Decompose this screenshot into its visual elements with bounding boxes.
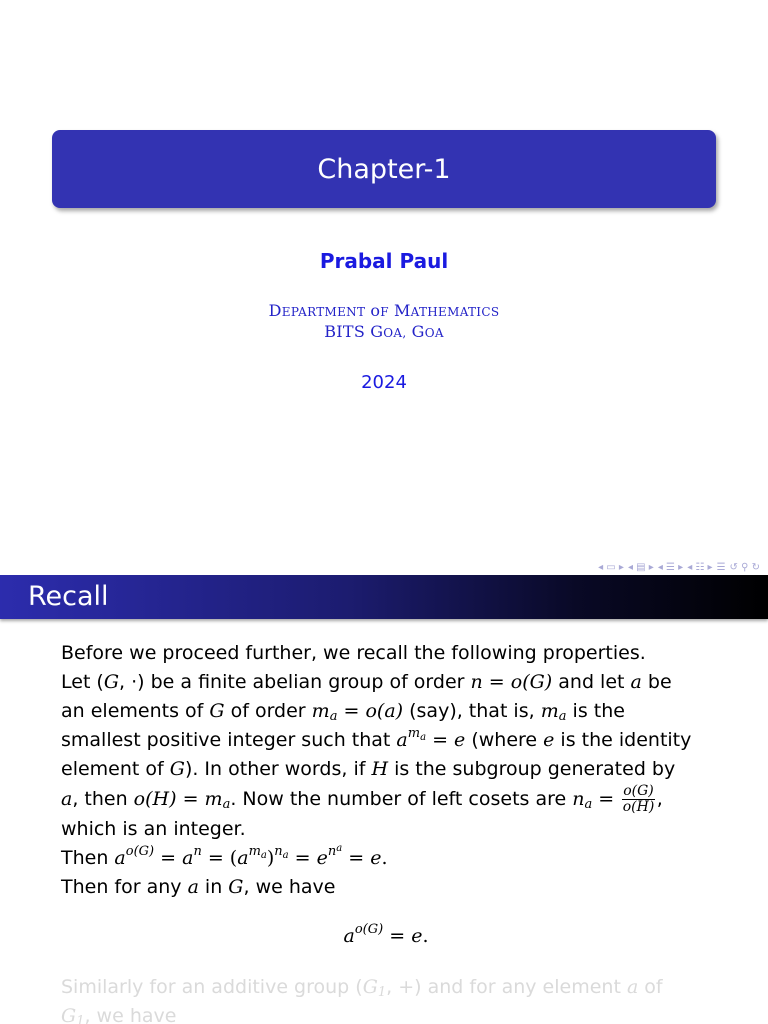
institute-department: DEPARTMENT oF MATHEMATICS xyxy=(268,301,500,320)
display-equation: $a^{o(G)} = e$. xyxy=(343,922,429,947)
nav-frame-icon[interactable]: ◂ ▤ ▸ xyxy=(627,561,654,573)
presentation-title: Chapter-1 xyxy=(317,153,451,185)
text-line: Then $a^{o(G)} = a^n = (a^{m_a})^{n_a} = e^{n^a} = e$. xyxy=(61,843,388,869)
recall-slide xyxy=(0,575,768,1024)
institute-name: BITS GOA, GOA xyxy=(324,322,444,341)
beamer-navigation-bar xyxy=(598,560,760,574)
presentation-date: 2024 xyxy=(361,372,407,393)
text-line: a, then $o(H) = m_a$. Now the number of left cosets are $n_a$ = $\frac{o(G)}{o(H)}$ , xyxy=(61,783,663,815)
text-line: Before we proceed further, we recall the following properties. xyxy=(61,642,646,664)
nav-subsection-icon[interactable]: ◂ ☰ ▸ xyxy=(657,561,684,573)
text-line: an elements of G of order $m_a = o(a)$ (say), that is, $m_a$ is the xyxy=(61,700,625,724)
slide-body xyxy=(61,639,711,1024)
text-line-faded: Similarly for an additive group ($G_1$, +) and for any element a of xyxy=(61,976,663,1000)
nav-back-icon[interactable]: ◂ ▭ ▸ xyxy=(598,561,624,573)
nav-document-icon[interactable]: ☰ xyxy=(716,561,726,573)
text-line-faded: $G_1$, we have xyxy=(61,1005,177,1024)
author-name: Prabal Paul xyxy=(319,249,449,273)
title-box xyxy=(52,130,716,208)
fraction: $\frac{o(G)}{o(H)}$ xyxy=(622,783,655,815)
text-line: element of G). In other words, if H is the subgroup generated by xyxy=(61,758,676,780)
text-line: Then for any a in G, we have xyxy=(61,876,336,898)
text-line: smallest positive integer such that $a^{m_a} = e$ (where e is the identity xyxy=(61,726,692,751)
nav-search-icon[interactable]: ↺ ⚲ ↻ xyxy=(729,561,760,573)
frame-title: Recall xyxy=(0,575,768,619)
nav-section-icon[interactable]: ◂ ☷ ▸ xyxy=(687,561,713,573)
text-line: Let (G, ·) be a finite abelian group of order n = o(G) and let a be xyxy=(61,671,672,693)
text-line: which is an integer. xyxy=(61,818,246,840)
